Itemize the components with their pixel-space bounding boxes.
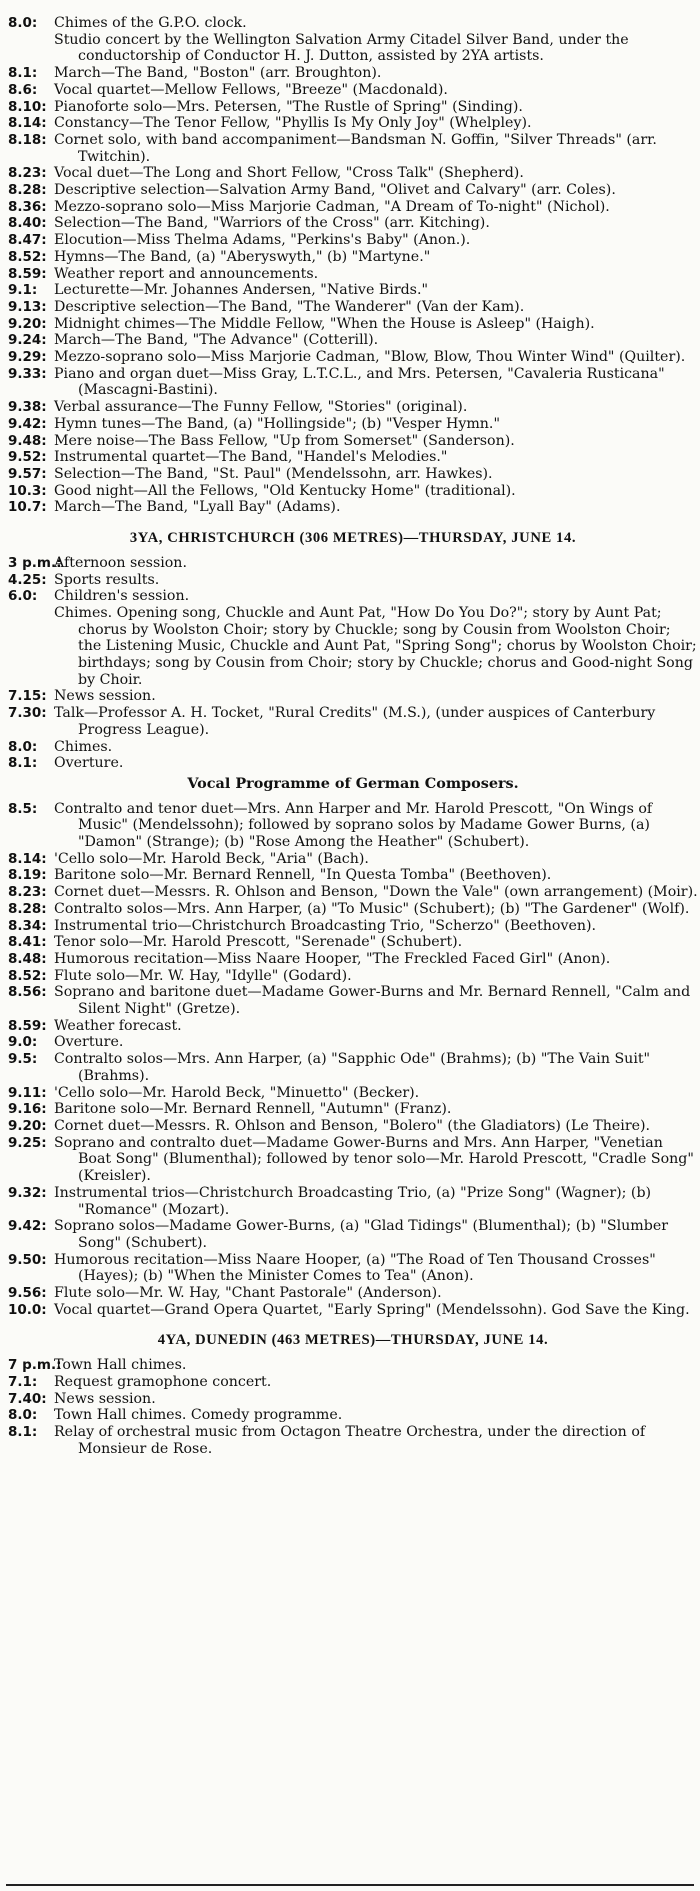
entry-text: Town Hall chimes. Comedy programme. xyxy=(54,1407,343,1424)
entry-time: 8.0: xyxy=(8,15,38,31)
entry-text: 'Cello solo—Mr. Harold Beck, "Minuetto" (Becker). xyxy=(54,1084,420,1101)
entry-time: 8.1: xyxy=(8,1423,38,1440)
entry-time: 9.42: xyxy=(8,1218,47,1235)
entry-time: 9.20: xyxy=(8,1118,47,1134)
programme-entry xyxy=(8,1018,698,1035)
entry-time: 3 p.m.: xyxy=(8,554,62,571)
entry-text: Weather report and announcements. xyxy=(54,265,319,282)
entry-time: 7.1: xyxy=(8,1373,38,1390)
entry-text: Talk—Professor A. H. Tocket, "Rural Credits" (M.S.), (under auspices of Canterbury Progress League). xyxy=(54,705,656,738)
programme-entry xyxy=(8,399,698,416)
entry-text: Soprano solos—Madame Gower-Burns, (a) "Glad Tidings" (Blumenthal); (b) "Slumber Song" (Schubert). xyxy=(54,1218,669,1251)
entry-text: Midnight chimes—The Middle Fellow, "When the House is Asleep" (Haigh). xyxy=(54,315,595,332)
entry-text: Vocal quartet—Mellow Fellows, "Breeze" (Macdonald). xyxy=(54,81,448,98)
programme-entry xyxy=(8,1285,698,1302)
entry-text: Instrumental trios—Christchurch Broadcasting Trio, (a) "Prize Song" (Wagner); (b) "Romance" (Mozart). xyxy=(54,1184,652,1218)
programme-entry xyxy=(8,15,698,32)
programme-entry xyxy=(8,82,698,99)
entry-time: 9.25: xyxy=(8,1134,47,1151)
programme-entry xyxy=(8,32,698,65)
entry-time: 10.0: xyxy=(8,1301,47,1318)
entry-time: 8.47: xyxy=(8,232,47,249)
programme-entry xyxy=(8,1252,698,1285)
entry-text: Descriptive selection—The Band, "The Wanderer" (Van der Kam). xyxy=(54,298,525,315)
entry-time: 9.16: xyxy=(8,1101,47,1118)
programme-entry xyxy=(8,688,698,705)
programme-entry xyxy=(8,215,698,232)
entry-time: 9.20: xyxy=(8,315,47,332)
entry-time: 8.48: xyxy=(8,950,47,967)
programme-entry xyxy=(8,282,698,299)
programme-entry xyxy=(8,1218,698,1251)
programme-entry xyxy=(8,349,698,366)
entry-time: 6.0: xyxy=(8,588,38,605)
entry-time: 8.5: xyxy=(8,800,38,817)
programme-entry xyxy=(8,918,698,935)
christchurch-heading: 3YA, CHRISTCHURCH (306 METRES)—THURSDAY, JUNE 14. xyxy=(129,530,577,547)
programme-entry xyxy=(8,99,698,116)
entry-time: 9.24: xyxy=(8,332,47,349)
entry-text: Weather forecast. xyxy=(54,1017,182,1034)
entry-time: 10.7: xyxy=(8,499,47,516)
entry-time: 8.10: xyxy=(8,98,47,115)
programme-entry xyxy=(8,499,698,516)
entry-text: Cornet solo, with band accompaniment—Bandsman N. Goffin, "Silver Threads" (arr. Twitchin). xyxy=(54,131,657,165)
entry-time: 8.18: xyxy=(8,131,47,148)
entry-text: Studio concert by the Wellington Salvation Army Citadel Silver Band, under the conductorship of Conductor H. J. Dutton, assisted by 2YA artists. xyxy=(54,31,629,65)
programme-entry xyxy=(8,299,698,316)
entry-time: 9.29: xyxy=(8,349,47,366)
entry-time: 7 p.m.: xyxy=(8,1357,62,1374)
programme-entry xyxy=(8,249,698,266)
entry-text: Vocal duet—The Long and Short Fellow, "Cross Talk" (Shepherd). xyxy=(54,165,524,182)
entry-time: 9.33: xyxy=(8,365,47,382)
programme-entry xyxy=(8,951,698,968)
programme-entry xyxy=(8,884,698,901)
entry-text: Humorous recitation—Miss Naare Hooper, (a) "The Road of Ten Thousand Crosses" (Hayes); (b) "When the Minister Comes to Tea" (Anon). xyxy=(54,1251,656,1285)
programme-entry xyxy=(8,984,698,1017)
entry-text: Selection—The Band, "St. Paul" (Mendelssohn, arr. Hawkes). xyxy=(54,465,493,482)
entry-time: 9.50: xyxy=(8,1251,47,1268)
programme-entry xyxy=(8,1424,698,1457)
entry-text: Flute solo—Mr. W. Hay, "Idylle" (Godard). xyxy=(54,967,352,984)
entry-text: Verbal assurance—The Funny Fellow, "Stories" (original). xyxy=(54,399,468,416)
entry-time: 9.0: xyxy=(8,1034,38,1051)
entry-text: Good night—All the Fellows, "Old Kentucky Home" (traditional). xyxy=(54,482,516,499)
entry-time: 8.56: xyxy=(8,984,47,1001)
programme-entry xyxy=(8,1051,698,1084)
entry-time: 8.34: xyxy=(8,917,47,934)
programme-entry xyxy=(8,366,698,399)
programme-entry xyxy=(8,588,698,605)
entry-time: 8.14: xyxy=(8,850,47,867)
entry-text: Overture. xyxy=(54,1034,124,1051)
entry-time: 9.48: xyxy=(8,432,47,449)
entry-time: 8.40: xyxy=(8,215,47,232)
programme-entry xyxy=(8,705,698,738)
entry-text: Constancy—The Tenor Fellow, "Phyllis Is My Only Joy" (Whelpley). xyxy=(54,115,532,132)
entry-text: Children's session. xyxy=(54,588,190,605)
entry-text: Chimes. xyxy=(54,738,113,755)
entry-text: Relay of orchestral music from Octagon Theatre Orchestra, under the direction of Monsieur de Rose. xyxy=(54,1423,646,1457)
entry-time: 8.36: xyxy=(8,198,47,215)
entry-text: Baritone solo—Mr. Bernard Rennell, "Autumn" (Franz). xyxy=(54,1101,452,1118)
entry-text: Sports results. xyxy=(54,571,160,588)
programme-entry xyxy=(8,165,698,182)
programme-entry xyxy=(8,316,698,333)
entry-time: 9.11: xyxy=(8,1084,47,1101)
entry-time: 8.23: xyxy=(8,884,47,901)
entry-text: Flute solo—Mr. W. Hay, "Chant Pastorale" (Anderson). xyxy=(54,1285,442,1302)
wellington-programme-list xyxy=(8,15,698,516)
entry-time: 8.0: xyxy=(8,738,38,755)
entry-text: Soprano and contralto duet—Madame Gower-Burns and Mrs. Ann Harper, "Venetian Boat Song" (Blumenthal); followed by tenor solo—Mr. Harold Prescott, "Cradle Song" (Kreisler). xyxy=(54,1134,694,1185)
entry-time: 8.19: xyxy=(8,867,47,884)
programme-entry xyxy=(8,266,698,283)
entry-text: News session. xyxy=(54,1390,156,1407)
entry-text: Contralto solos—Mrs. Ann Harper, (a) "To Music" (Schubert); (b) "The Gardener" (Wolf). xyxy=(54,900,690,917)
programme-entry xyxy=(8,934,698,951)
entry-time: 8.1: xyxy=(8,65,38,82)
programme-entry xyxy=(8,1407,698,1424)
entry-text: Hymn tunes—The Band, (a) "Hollingside"; (b) "Vesper Hymn." xyxy=(54,415,500,432)
programme-entry xyxy=(8,466,698,483)
programme-entry xyxy=(8,901,698,918)
entry-time: 7.30: xyxy=(8,705,47,722)
entry-text: Tenor solo—Mr. Harold Prescott, "Serenade" (Schubert). xyxy=(54,934,463,951)
entry-text: Elocution—Miss Thelma Adams, "Perkins's Baby" (Anon.). xyxy=(54,232,471,249)
entry-time: 9.42: xyxy=(8,415,47,432)
programme-entry xyxy=(8,555,698,572)
entry-text: Humorous recitation—Miss Naare Hooper, "The Freckled Faced Girl" (Anon). xyxy=(54,950,611,967)
programme-entry xyxy=(8,433,698,450)
entry-text: Pianoforte solo—Mrs. Petersen, "The Rustle of Spring" (Sinding). xyxy=(54,98,523,115)
entry-text: Cornet duet—Messrs. R. Ohlson and Benson, "Down the Vale" (own arrangement) (Moir). xyxy=(54,884,698,901)
entry-text: Chimes. Opening song, Chuckle and Aunt Pat, "How Do You Do?"; story by Aunt Pat; chorus by Woolston Choir; story by Chuckle; song by Cousin from Woolston Choir; the Listening Music, Chuckle and Aunt Pat, "Spring Song"; chorus by Woolston Choir; birthdays; song by Cousin from Choir; story by Chuckle; chorus and Good-night Song by Choir. xyxy=(54,604,697,688)
programme-entry xyxy=(8,115,698,132)
entry-time: 9.57: xyxy=(8,465,47,482)
dunedin-heading: 4YA, DUNEDIN (463 METRES)—THURSDAY, JUNE 14. xyxy=(157,1332,549,1349)
programme-entry xyxy=(8,416,698,433)
entry-time: 9.38: xyxy=(8,399,47,416)
programme-entry xyxy=(8,449,698,466)
programme-entry xyxy=(8,739,698,756)
entry-time: 8.28: xyxy=(8,182,47,199)
entry-text: Mezzo-soprano solo—Miss Marjorie Cadman, "Blow, Blow, Thou Winter Wind" (Quilter). xyxy=(54,349,686,366)
bottom-rule xyxy=(6,1884,694,1886)
programme-entry xyxy=(8,182,698,199)
entry-text: Instrumental trio—Christchurch Broadcasting Trio, "Scherzo" (Beethoven). xyxy=(54,917,597,934)
entry-text: Vocal quartet—Grand Opera Quartet, "Early Spring" (Mendelssohn). God Save the King. xyxy=(54,1301,690,1318)
entry-text: March—The Band, "Boston" (arr. Broughton). xyxy=(54,65,382,82)
entry-text: Request gramophone concert. xyxy=(54,1373,272,1390)
entry-text: Mezzo-soprano solo—Miss Marjorie Cadman, "A Dream of To-night" (Nichol). xyxy=(54,198,610,215)
entry-time: 9.1: xyxy=(8,282,38,299)
entry-text: Contralto and tenor duet—Mrs. Ann Harper and Mr. Harold Prescott, "On Wings of Music" (Mendelssohn); followed by soprano solos by Madame Gower Burns, (a) "Damon" (Strange); (b) "Rose Among the Heather" (Schubert). xyxy=(54,800,653,851)
christchurch-intro-list xyxy=(8,555,698,772)
programme-entry xyxy=(8,1118,698,1135)
christchurch-programme-list xyxy=(8,801,698,1319)
programme-entry xyxy=(8,1135,698,1185)
entry-text: Overture. xyxy=(54,755,124,772)
entry-text: Descriptive selection—Salvation Army Band, "Olivet and Calvary" (arr. Coles). xyxy=(54,182,616,199)
entry-time: 10.3: xyxy=(8,482,47,499)
programme-entry xyxy=(8,132,698,165)
entry-time: 8.59: xyxy=(8,265,47,282)
programme-entry xyxy=(8,483,698,500)
programme-entry xyxy=(8,232,698,249)
entry-text: Mere noise—The Bass Fellow, "Up from Somerset" (Sanderson). xyxy=(54,432,515,449)
entry-text: Baritone solo—Mr. Bernard Rennell, "In Questa Tomba" (Beethoven). xyxy=(54,867,552,884)
entry-text: Instrumental quartet—The Band, "Handel's Melodies." xyxy=(54,449,448,466)
programme-entry xyxy=(8,1391,698,1408)
entry-text: Selection—The Band, "Warriors of the Cross" (arr. Kitching). xyxy=(54,215,490,232)
entry-time: 9.32: xyxy=(8,1184,47,1201)
programme-entry xyxy=(8,851,698,868)
programme-entry xyxy=(8,1034,698,1051)
entry-time: 8.28: xyxy=(8,900,47,917)
entry-time: 9.52: xyxy=(8,449,47,466)
entry-time: 7.15: xyxy=(8,688,47,705)
programme-entry xyxy=(8,1374,698,1391)
christchurch-subheading: Vocal Programme of German Composers. xyxy=(187,774,519,792)
entry-time: 4.25: xyxy=(8,571,47,588)
entry-text: Contralto solos—Mrs. Ann Harper, (a) "Sapphic Ode" (Brahms); (b) "The Vain Suit" (Brahms). xyxy=(54,1051,651,1084)
programme-entry xyxy=(8,332,698,349)
programme-entry xyxy=(8,867,698,884)
programme-entry xyxy=(8,1302,698,1319)
entry-text: Piano and organ duet—Miss Gray, L.T.C.L., and Mrs. Petersen, "Cavaleria Rusticana" (Mascagni-Bastini). xyxy=(54,365,665,399)
entry-time: 8.23: xyxy=(8,165,47,182)
entry-time: 8.41: xyxy=(8,934,47,951)
programme-entry xyxy=(8,199,698,216)
entry-time: 8.59: xyxy=(8,1017,47,1034)
programme-entry xyxy=(8,1357,698,1374)
entry-text: Lecturette—Mr. Johannes Andersen, "Native Birds." xyxy=(54,282,428,299)
entry-text: Cornet duet—Messrs. R. Ohlson and Benson, "Bolero" (the Gladiators) (Le Theire). xyxy=(54,1118,651,1134)
programme-entry xyxy=(8,755,698,772)
programme-column xyxy=(8,15,698,1457)
entry-text: News session. xyxy=(54,688,156,705)
entry-time: 9.56: xyxy=(8,1285,47,1302)
entry-text: Hymns—The Band, (a) "Aberyswyth," (b) "Martyne." xyxy=(54,248,431,265)
programme-entry xyxy=(8,1101,698,1118)
programme-entry xyxy=(8,65,698,82)
programme-entry xyxy=(8,1185,698,1218)
entry-time: 9.13: xyxy=(8,298,47,315)
entry-time: 8.52: xyxy=(8,248,47,265)
entry-text: Afternoon session. xyxy=(54,554,187,571)
entry-text: 'Cello solo—Mr. Harold Beck, "Aria" (Bach). xyxy=(54,850,369,867)
entry-time: 8.52: xyxy=(8,967,47,984)
programme-entry xyxy=(8,605,698,689)
programme-entry xyxy=(8,801,698,851)
entry-text: March—The Band, "The Advance" (Cotterill). xyxy=(54,332,379,349)
dunedin-programme-list xyxy=(8,1357,698,1457)
entry-time: 8.1: xyxy=(8,755,38,772)
entry-time: 8.14: xyxy=(8,115,47,132)
entry-text: Chimes of the G.P.O. clock. xyxy=(54,15,247,31)
entry-time: 8.0: xyxy=(8,1407,38,1424)
entry-time: 7.40: xyxy=(8,1390,47,1407)
entry-time: 9.5: xyxy=(8,1051,38,1068)
entry-text: March—The Band, "Lyall Bay" (Adams). xyxy=(54,499,341,516)
entry-text: Soprano and baritone duet—Madame Gower-Burns and Mr. Bernard Rennell, "Calm and Silent Night" (Gretze). xyxy=(54,984,691,1018)
programme-entry xyxy=(8,572,698,589)
programme-entry xyxy=(8,968,698,985)
entry-text: Town Hall chimes. xyxy=(54,1357,187,1374)
entry-time: 8.6: xyxy=(8,81,38,98)
programme-entry xyxy=(8,1085,698,1102)
